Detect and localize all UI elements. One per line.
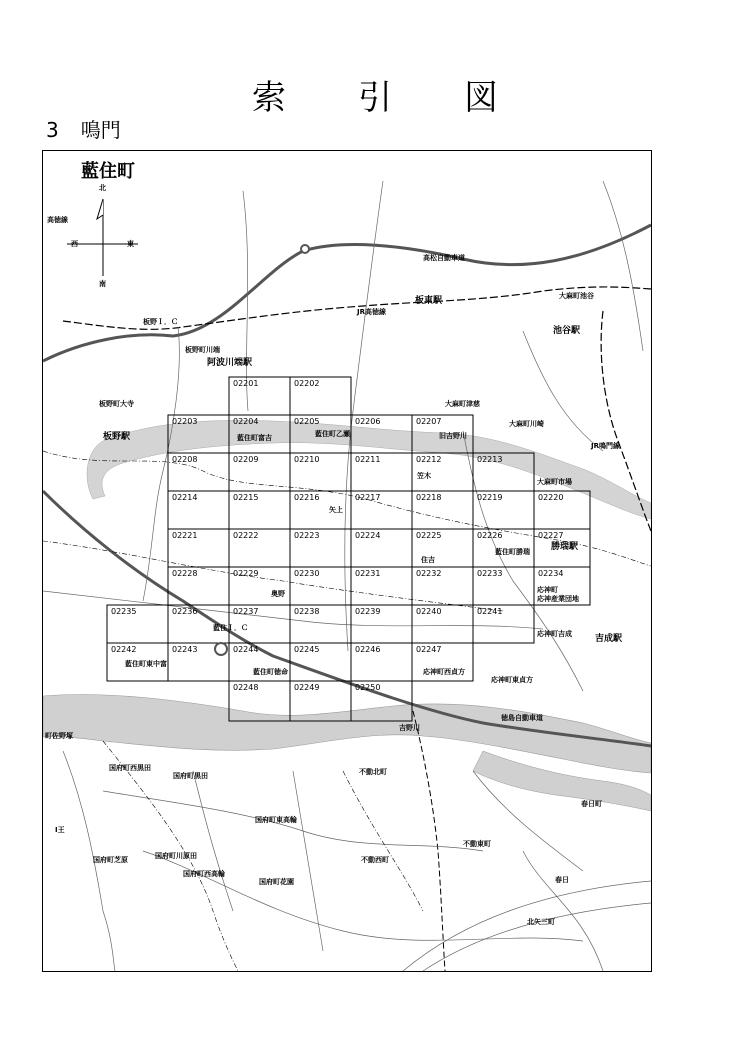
label-oasa-tsuji: 大麻町津慈: [445, 400, 480, 408]
grid-cell-02211[interactable]: 02211: [355, 455, 381, 464]
compass-south-label: 南: [99, 280, 106, 288]
grid-cell-02232[interactable]: 02232: [416, 569, 442, 578]
grid-cell-02204[interactable]: 02204: [233, 417, 259, 426]
grid-cell-02250[interactable]: 02250: [355, 683, 381, 692]
label-fudou-higashi: 不動東町: [463, 840, 491, 848]
index-map: [42, 150, 652, 972]
label-takatoku-line: 高徳線: [47, 216, 68, 224]
grid-cell-02210[interactable]: 02210: [294, 455, 320, 464]
label-itanishi-station: 板東駅: [415, 296, 443, 306]
label-aizumi-higashinakatomi: 藍住町東中富: [125, 660, 167, 668]
grid-cell-02202[interactable]: 02202: [294, 379, 320, 388]
label-kasuga-2: 春日: [555, 876, 569, 884]
label-aizumi-katsushima: 藍住町勝瑞: [495, 548, 530, 556]
label-kasaki: 笠木: [417, 472, 431, 480]
grid-cell-02222[interactable]: 02222: [233, 531, 259, 540]
grid-cell-02206[interactable]: 02206: [355, 417, 381, 426]
label-kokufu-hanazono: 国府町花園: [259, 878, 294, 886]
grid-cell-02217[interactable]: 02217: [355, 493, 381, 502]
label-itano-ic: 板野Ｉ．Ｃ: [143, 318, 178, 326]
grid-cell-02215[interactable]: 02215: [233, 493, 259, 502]
compass-west-label: 西: [71, 240, 78, 248]
kyu-yoshinogawa-river: [87, 417, 651, 519]
label-oujin-seiryo: 応神町: [537, 586, 558, 594]
grid-cell-02247[interactable]: 02247: [416, 645, 442, 654]
label-okuno: 奥野: [271, 590, 285, 598]
interchange-marker: [215, 643, 227, 655]
section-name: 鳴門: [80, 118, 121, 142]
grid-cell-02237[interactable]: 02237: [233, 607, 259, 616]
grid-cell-02221[interactable]: 02221: [172, 531, 198, 540]
grid-cell-02249[interactable]: 02249: [294, 683, 320, 692]
grid-cell-02241[interactable]: 02241: [477, 607, 503, 616]
grid-cell-02219[interactable]: 02219: [477, 493, 503, 502]
grid-cell-02230[interactable]: 02230: [294, 569, 320, 578]
label-tokushima-expressway: 徳島自動車道: [501, 714, 543, 722]
tokushima-line: [413, 711, 445, 971]
label-ikenotani-station: 池谷駅: [553, 326, 581, 336]
label-oasa-ikenotani: 大麻町池谷: [559, 292, 594, 300]
grid-cell-02229[interactable]: 02229: [233, 569, 259, 578]
label-kokufu-shiba: 国府町芝原: [93, 856, 128, 864]
label-fudou-kita: 不動北町: [359, 768, 387, 776]
grid-cell-02218[interactable]: 02218: [416, 493, 442, 502]
compass-east-label: 東: [127, 240, 134, 248]
grid-cell-02227[interactable]: 02227: [538, 531, 564, 540]
label-oujin-higashisadakata: 応神町東貞方: [491, 676, 533, 684]
label-fudou-nishi: 不動西町: [361, 856, 389, 864]
grid-cell-02243[interactable]: 02243: [172, 645, 198, 654]
compass-rose: [67, 199, 138, 276]
label-jr-naruto-line: JR鳴門線: [591, 442, 620, 450]
section-number: 3: [46, 118, 59, 142]
grid-cell-02242[interactable]: 02242: [111, 645, 137, 654]
grid-cell-02216[interactable]: 02216: [294, 493, 320, 502]
compass-north-label: 北: [99, 184, 106, 192]
label-shozui-station: 勝瑞駅: [551, 542, 579, 552]
grid-cell-02214[interactable]: 02214: [172, 493, 198, 502]
label-kokufu-nishiyada: 国府町西黒田: [109, 764, 151, 772]
grid-cell-02226[interactable]: 02226: [477, 531, 503, 540]
label-takamatsu-expressway: 高松自動車道: [423, 254, 465, 262]
interchange-marker: [301, 245, 309, 253]
label-ishii-edge: I王: [55, 826, 65, 834]
label-aizumi-tokumei: 藍住町徳命: [253, 668, 288, 676]
label-oasa-kawasaki: 大麻町川崎: [509, 420, 544, 428]
page-title: 索 引 図: [252, 78, 498, 118]
label-oujin-yoshinari: 応神町吉成: [537, 630, 572, 638]
label-kitayaso: 北矢三町: [527, 918, 555, 926]
grid-cell-02209[interactable]: 02209: [233, 455, 259, 464]
label-itano-station: 板野駅: [103, 432, 131, 442]
grid-cell-02228[interactable]: 02228: [172, 569, 198, 578]
grid-cell-02235[interactable]: 02235: [111, 607, 137, 616]
grid-cell-02244[interactable]: 02244: [233, 645, 259, 654]
grid-cell-02223[interactable]: 02223: [294, 531, 320, 540]
label-kyu-yoshinogawa: 旧吉野川: [439, 432, 467, 440]
label-aizumi-tomiyoshi: 藍住町富吉: [237, 434, 272, 442]
map-graphics: [43, 151, 651, 971]
grid-cell-02248[interactable]: 02248: [233, 683, 259, 692]
label-oasa-ichiba: 大麻町市場: [537, 478, 572, 486]
label-oujin-sangyo: 応神産業団地: [537, 595, 579, 603]
grid-cell-02212[interactable]: 02212: [416, 455, 442, 464]
grid-cell-02245[interactable]: 02245: [294, 645, 320, 654]
label-oujin-nishisadakata: 応神町西貞方: [423, 668, 465, 676]
grid-cell-02231[interactable]: 02231: [355, 569, 381, 578]
label-kasuga: 春日町: [581, 800, 602, 808]
label-itano-daiji: 板野町大寺: [99, 400, 134, 408]
grid-cell-02240[interactable]: 02240: [416, 607, 442, 616]
label-jr-koutoku-line: JR高徳線: [357, 308, 386, 316]
label-yoshinari-station: 吉成駅: [595, 634, 623, 644]
label-yoshinogawa: 吉野川: [399, 724, 420, 732]
grid-cell-02225[interactable]: 02225: [416, 531, 442, 540]
grid-cell-02220[interactable]: 02220: [538, 493, 564, 502]
grid-cell-02207[interactable]: 02207: [416, 417, 442, 426]
grid-cell-02246[interactable]: 02246: [355, 645, 381, 654]
grid-cell-02208[interactable]: 02208: [172, 455, 198, 464]
label-sumiyoshi: 住吉: [421, 556, 435, 564]
label-kokufu-yada: 国府町黒田: [173, 772, 208, 780]
grid-cell-02213[interactable]: 02213: [477, 455, 503, 464]
label-kokufu-nishitakawa: 国府町西高輪: [183, 870, 225, 878]
section-heading: [46, 114, 121, 143]
label-yagami: 矢上: [329, 506, 343, 514]
grid-cell-02233[interactable]: 02233: [477, 569, 503, 578]
label-ishii: 町佐野塚: [45, 732, 73, 740]
label-itano-kawabata: 板野町川端: [185, 346, 220, 354]
grid-cell-02203[interactable]: 02203: [172, 417, 198, 426]
grid-cell-02234[interactable]: 02234: [538, 569, 564, 578]
label-kokufu-kawaharada: 国府町川原田: [155, 852, 197, 860]
label-awa-kawabata-station: 阿波川端駅: [207, 358, 253, 368]
label-kokufu-higashitakawa: 国府町東高輪: [255, 816, 297, 824]
label-aizumi-otsu: 藍住町乙瀬: [315, 430, 350, 438]
grid-cell-02236[interactable]: 02236: [172, 607, 198, 616]
grid-cell-02201[interactable]: 02201: [233, 379, 259, 388]
label-aizumi-ic: 藍住Ｉ．Ｃ: [213, 624, 248, 632]
grid-cell-02238[interactable]: 02238: [294, 607, 320, 616]
map-title: 藍住町: [81, 161, 135, 182]
grid-cell-02205[interactable]: 02205: [294, 417, 320, 426]
grid-cell-02239[interactable]: 02239: [355, 607, 381, 616]
grid-cell-02224[interactable]: 02224: [355, 531, 381, 540]
